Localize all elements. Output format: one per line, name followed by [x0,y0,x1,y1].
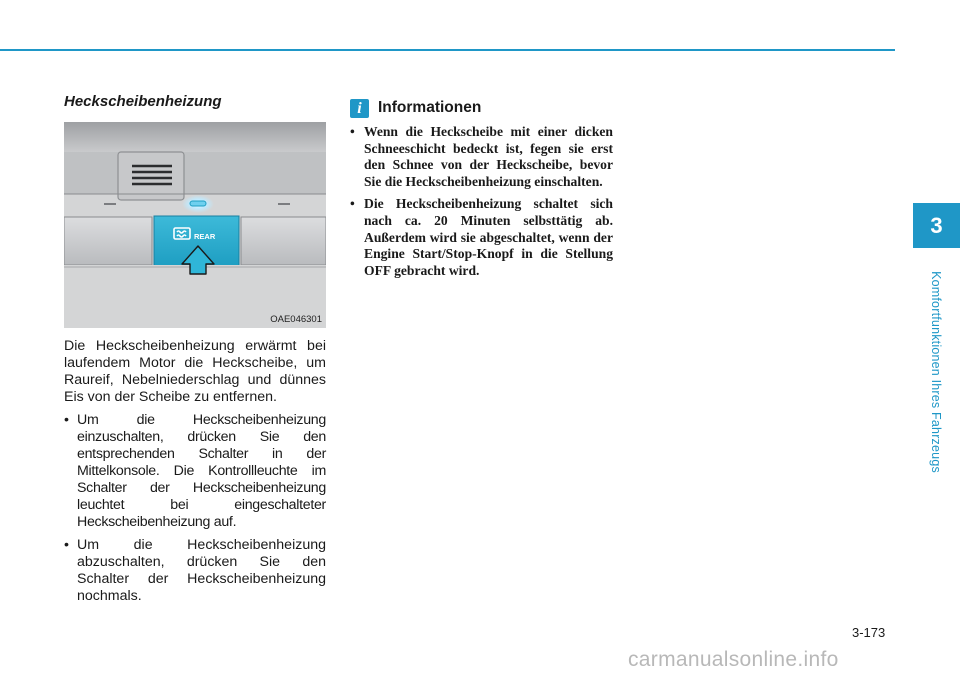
chapter-title: Komfortfunktionen Ihres Fahrzeugs [929,271,943,473]
figure-code: OAE046301 [270,314,322,325]
list-item: • Die Heckscheibenheizung schaltet sich nach ca. 20 Minuten selbsttätig ab. Außerdem wird sie abgeschaltet, wenn der Engine Start/Stop-Knopf in die Stellung OFF gebracht wird. [350,196,613,279]
page-number: 3-173 [852,625,886,640]
body-text [64,338,326,611]
list-item: • Um die Heckscheibenheizung abzuschalten, drücken Sie den Schalter der Heckscheibenheizung nochmals. [64,537,326,605]
body-bullet-list [64,412,326,605]
info-header [350,98,481,118]
chapter-tab: 3 [913,203,960,248]
right-button [241,217,326,265]
left-button [64,217,152,265]
upper-trim [64,122,326,152]
console-illustration [64,122,326,328]
section-title: Heckscheibenheizung [64,93,222,110]
info-bullet-list [350,124,613,285]
vent-housing [118,152,184,200]
intro-paragraph: Die Heckscheibenheizung erwärmt bei laufendem Motor die Heckscheibe, um Raureif, Nebelniederschlag und dünnes Eis von der Scheibe zu entfernen. [64,338,326,405]
rear-defroster-figure [64,122,326,328]
watermark: carmanualsonline.info [628,648,839,671]
rear-button-label: REAR [194,232,216,241]
list-item: • Um die Heckscheibenheizung einzuschalten, drücken Sie den entsprechenden Schalter in der Mittelkonsole. Die Kontrollleuchte im Schalter der Heckscheibenheizung leuchtet bei eingeschalteter Heckscheibenheizung auf. [64,412,326,531]
info-icon: i [350,99,369,118]
header-rule [0,49,895,51]
indicator-light [190,201,206,206]
info-title: Informationen [378,99,482,116]
list-item: • Wenn die Heckscheibe mit einer dicken Schneeschicht bedeckt ist, fegen sie erst den Schnee von der Heckscheibe, bevor Sie die Heckscheibenheizung einschalten. [350,124,613,190]
